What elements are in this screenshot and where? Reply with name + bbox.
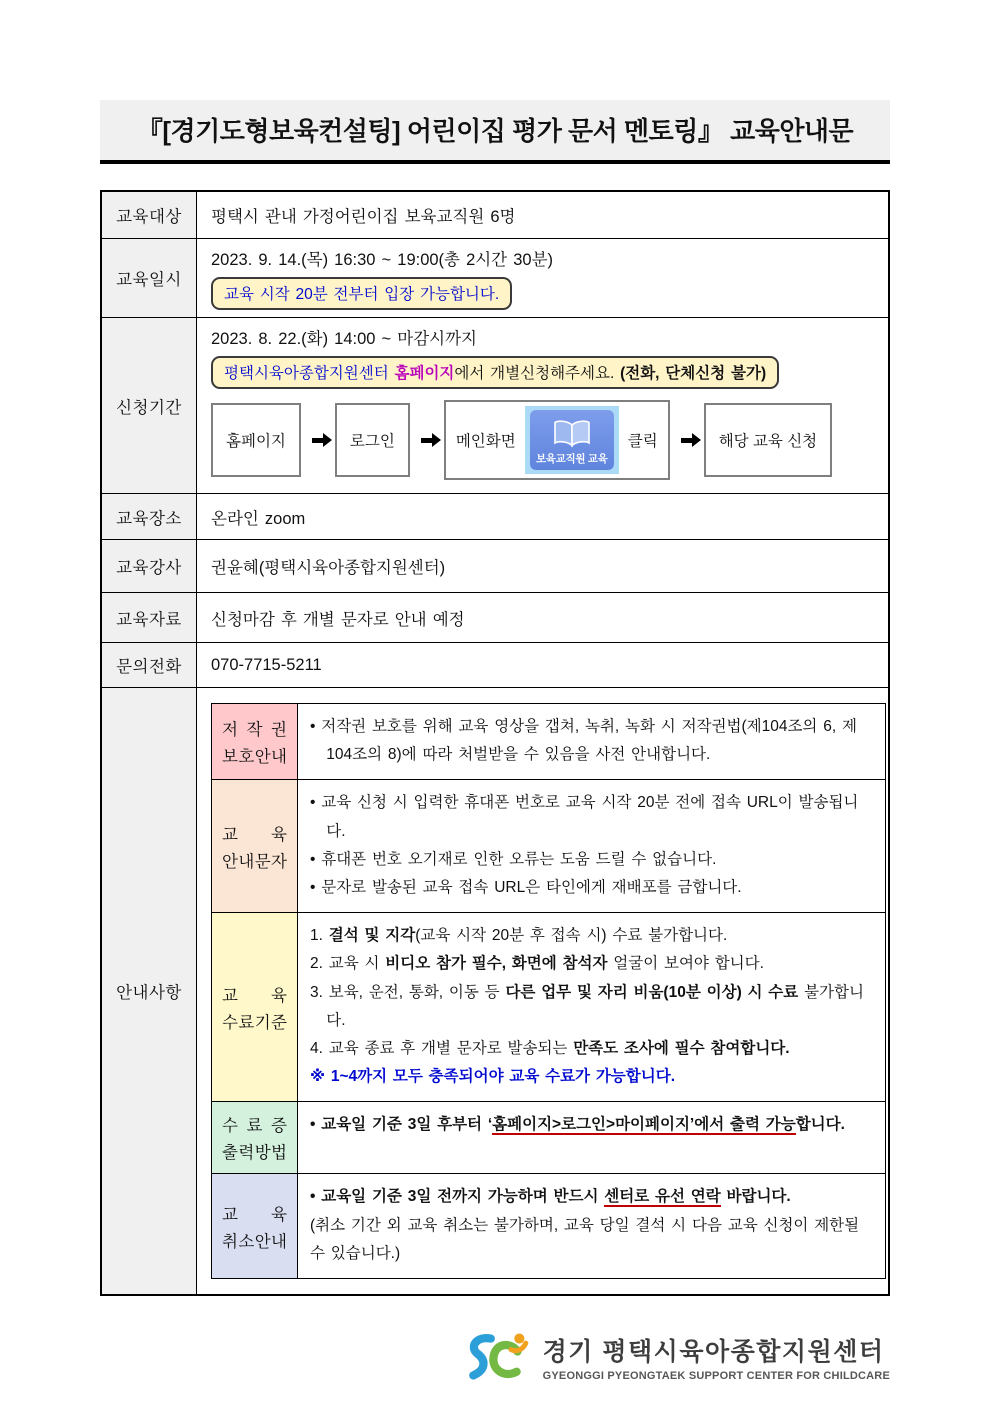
text-segment: 결석 및 지각 <box>328 927 416 945</box>
guide-section-header <box>212 913 298 1101</box>
guide-section-completion <box>212 912 885 1101</box>
row-education-place <box>102 493 888 539</box>
flow-step-apply-course: 해당 교육 신청 <box>704 403 832 477</box>
text-segment: (전화, 단체신청 불가) <box>620 365 767 382</box>
text-segment: • 교육 신청 시 입력한 휴대폰 번호로 교육 시작 20분 전에 접속 URL이 발송됩니다. <box>310 794 859 840</box>
row-education-target <box>102 192 888 238</box>
guide-text-line <box>310 1063 873 1091</box>
guide-header-line: 수 료 기 준 <box>222 1013 287 1032</box>
guide-text-line <box>310 1212 873 1268</box>
guide-sections <box>211 703 886 1279</box>
text-segment: • 휴대폰 번호 오기재로 인한 오류는 도움 드릴 수 없습니다. <box>310 850 717 868</box>
education-info-table <box>100 190 890 1296</box>
flow-click-label: 클릭 <box>627 433 658 450</box>
row-label-datetime: 교육일시 <box>102 239 197 317</box>
row-value-place <box>197 494 888 539</box>
guide-text-line <box>310 950 873 978</box>
open-book-icon <box>549 420 595 450</box>
guide-text-line <box>310 1035 873 1063</box>
guide-section-header <box>212 780 298 912</box>
text-segment: 교육 시작 20분 전부터 입장 가능합니다. <box>224 286 500 303</box>
row-label-guidance: 안내사항 <box>102 688 197 1294</box>
text-segment: 3. 보육, 운전, 통화, 이동 등 <box>310 983 506 1001</box>
guide-section-header <box>212 1174 298 1278</box>
row-value-apply <box>197 318 888 493</box>
arrow-right-icon <box>421 438 433 443</box>
guide-text-line <box>310 713 873 769</box>
text-segment: 만족도 조사에 필수 참여합니다. <box>573 1040 790 1058</box>
text-segment: 평택시육아종합지원센터 <box>224 365 395 382</box>
row-education-datetime <box>102 238 888 317</box>
footer <box>100 1328 890 1386</box>
text-segment: 비디오 참가 필수, 화면에 참석자 <box>385 955 608 973</box>
text-segment: 바랍니다. <box>720 1188 791 1206</box>
arrow-right-icon <box>312 438 324 443</box>
row-label-apply: 신청기간 <box>102 318 197 493</box>
center-logo <box>465 1328 535 1386</box>
text-segment: 불가합니다. <box>326 983 864 1029</box>
education-banner-frame <box>525 406 619 474</box>
flow-step-homepage: 홈페이지 <box>211 403 301 477</box>
flow-step-mainscreen <box>444 400 670 480</box>
guide-header-line: 안 내 문 자 <box>222 852 287 871</box>
application-flow-diagram <box>211 400 874 480</box>
guide-text-line <box>310 789 873 845</box>
text-segment: • 교육일 기준 3일 전까지 가능하며 반드시 <box>310 1188 605 1206</box>
guide-text-line <box>310 979 873 1035</box>
phone-value: 070-7715-5211 <box>211 655 322 674</box>
text-segment: 에서 개별신청해주세요. <box>454 365 621 382</box>
text-segment: • 저작권 보호를 위해 교육 영상을 갭쳐, 녹취, 녹화 시 저작권법(제104조의 6, 제104조의 8)에 따라 처벌받을 수 있음을 사전 안내합니다. <box>310 718 857 764</box>
row-label-phone: 문의전화 <box>102 643 197 687</box>
apply-period-value: 2023. 8. 22.(화) 14:00 ~ 마감시까지 <box>211 330 477 348</box>
text-segment: 얼굴이 보여야 합니다. <box>607 955 764 973</box>
text-segment: 홈페이지 <box>394 365 455 382</box>
arrow-right-icon <box>681 438 693 443</box>
guide-section-body <box>298 704 885 779</box>
guide-header-line: 교 육 <box>222 825 287 844</box>
guide-header-line: 교 육 <box>222 986 287 1005</box>
target-value: 평택시 관내 가정어린이집 보육교직원 6명 <box>211 208 516 226</box>
text-segment: 4. 교육 종료 후 개별 문자로 발송되는 <box>310 1040 574 1058</box>
education-icon-label: 보육교직원 교육 <box>535 453 608 465</box>
text-segment: ※ 1~4까지 모두 충족되어야 교육 수료가 가능합니다. <box>310 1068 675 1086</box>
row-value-instructor <box>197 540 888 592</box>
flow-mainscreen-label: 메인화면 <box>455 433 516 450</box>
entry-time-notice-box <box>211 277 512 310</box>
flow-step-login: 로그인 <box>335 403 410 477</box>
row-value-target <box>197 192 888 238</box>
row-education-material <box>102 592 888 642</box>
text-segment: 1. <box>310 927 329 945</box>
row-label-instructor: 교육강사 <box>102 540 197 592</box>
row-label-material: 교육자료 <box>102 593 197 642</box>
row-value-material <box>197 593 888 642</box>
text-segment: 센터로 유선 연락 <box>604 1188 721 1206</box>
row-guidance <box>102 687 888 1294</box>
document-title: 『[경기도형보육컨설팅] 어린이집 평가 문서 멘토링』 교육안내문 <box>100 100 890 164</box>
guide-section-certificate <box>212 1101 885 1173</box>
guide-header-line: 보 호 안 내 <box>222 748 287 767</box>
guide-section-body <box>298 780 885 912</box>
material-value: 신청마감 후 개별 문자로 안내 예정 <box>211 610 465 629</box>
text-segment: • 교육일 기준 3일 후부터 ‘ <box>310 1116 493 1134</box>
footer-org-text <box>543 1332 890 1382</box>
text-segment: 2. 교육 시 <box>310 955 386 973</box>
guide-section-header <box>212 704 298 779</box>
guide-header-line: 교 육 <box>222 1205 287 1224</box>
org-name-english: GYEONGGI PYEONGTAEK SUPPORT CENTER FOR CHILDCARE <box>542 1370 890 1383</box>
guide-text-line <box>310 1111 873 1139</box>
text-segment: 홈페이지>로그인>마이페이지’에서 출력 가능 <box>492 1116 796 1134</box>
guide-section-cancel <box>212 1173 885 1278</box>
org-name-korean: 경기 평택시육아종합지원센터 <box>542 1338 885 1367</box>
row-value-phone <box>197 643 888 687</box>
row-value-datetime <box>197 239 888 317</box>
text-segment: 다른 업무 및 자리 비움(10분 이상) 시 수료 <box>505 983 799 1001</box>
text-segment: (교육 시작 20분 후 접속 시) 수료 불가합니다. <box>415 927 728 945</box>
text-segment: 합니다. <box>795 1116 845 1134</box>
guide-header-line: 취 소 안 내 <box>222 1232 287 1251</box>
guide-header-line: 출 력 방 법 <box>222 1144 287 1163</box>
datetime-value: 2023. 9. 14.(목) 16:30 ~ 19:00(총 2시간 30분) <box>211 251 553 269</box>
guide-text-line <box>310 874 873 902</box>
guide-section-sms <box>212 779 885 912</box>
row-value-guidance <box>197 688 900 1294</box>
text-segment: • 문자로 발송된 교육 접속 URL은 타인에게 재배포를 금합니다. <box>310 879 742 897</box>
guide-section-body <box>298 1174 885 1278</box>
guide-header-line: 수 료 증 <box>222 1117 287 1136</box>
place-value: 온라인 zoom <box>211 509 306 528</box>
instructor-value: 권윤혜(평택시육아종합지원센터) <box>211 559 446 577</box>
guide-section-body <box>298 913 885 1101</box>
guide-section-copyright <box>212 704 885 779</box>
guide-section-body <box>298 1102 885 1173</box>
guide-section-header <box>212 1102 298 1173</box>
row-label-target: 교육대상 <box>102 192 197 238</box>
row-label-place: 교육장소 <box>102 494 197 539</box>
guide-text-line <box>310 846 873 874</box>
text-segment: (취소 기간 외 교육 취소는 불가하며, 교육 당일 결석 시 다음 교육 신청이 제한될 수 있습니다.) <box>310 1216 860 1262</box>
guide-text-line <box>310 1183 873 1211</box>
row-education-instructor <box>102 539 888 592</box>
guide-text-line <box>310 922 873 950</box>
childcare-education-icon <box>530 410 614 470</box>
row-application-period <box>102 317 888 493</box>
guide-header-line: 저 작 권 <box>222 721 287 740</box>
apply-method-notice-box <box>211 356 779 389</box>
row-inquiry-phone <box>102 642 888 687</box>
